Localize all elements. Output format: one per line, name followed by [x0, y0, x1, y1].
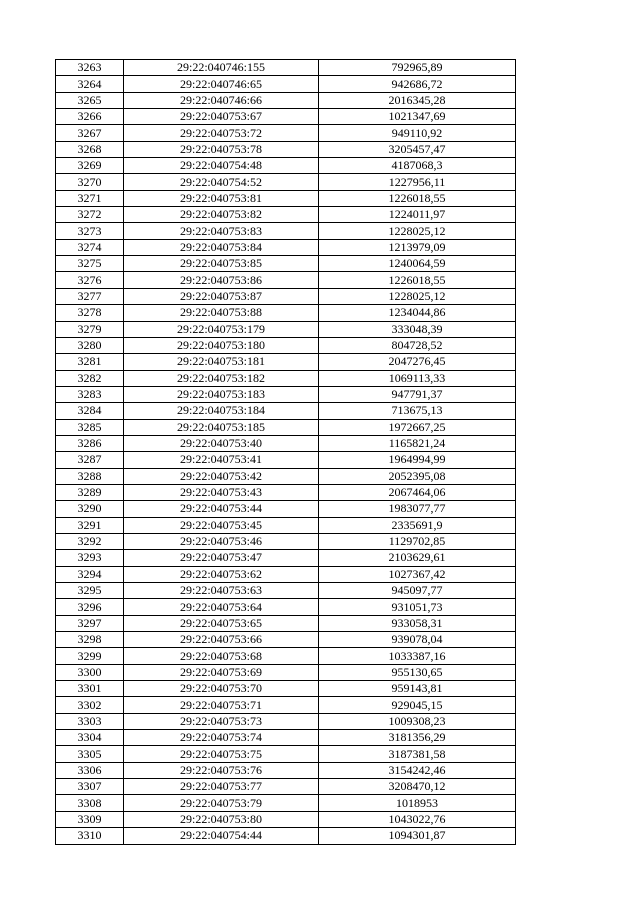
cadastral-number-cell: 29:22:040753:65: [124, 615, 319, 631]
row-number-cell: 3291: [56, 517, 124, 533]
value-cell: 1224011,97: [319, 207, 516, 223]
row-number-cell: 3300: [56, 664, 124, 680]
table-row: [56, 305, 516, 321]
row-number-cell: 3273: [56, 223, 124, 239]
row-number-cell: 3280: [56, 337, 124, 353]
value-cell: 2047276,45: [319, 354, 516, 370]
table-row: [56, 435, 516, 451]
row-number-cell: 3270: [56, 174, 124, 190]
table-row: [56, 288, 516, 304]
cadastral-number-cell: 29:22:040753:63: [124, 583, 319, 599]
row-number-cell: 3284: [56, 403, 124, 419]
table-row: [56, 174, 516, 190]
table-row: [56, 566, 516, 582]
cadastral-number-cell: 29:22:040753:70: [124, 681, 319, 697]
table-row: [56, 256, 516, 272]
cadastral-number-cell: 29:22:040753:67: [124, 109, 319, 125]
value-cell: 1972667,25: [319, 419, 516, 435]
cadastral-number-cell: 29:22:040753:66: [124, 632, 319, 648]
table-row: [56, 207, 516, 223]
row-number-cell: 3299: [56, 648, 124, 664]
table-row: [56, 632, 516, 648]
row-number-cell: 3303: [56, 713, 124, 729]
value-cell: 2335691,9: [319, 517, 516, 533]
row-number-cell: 3292: [56, 533, 124, 549]
row-number-cell: 3310: [56, 828, 124, 844]
cadastral-number-cell: 29:22:040753:77: [124, 779, 319, 795]
cadastral-number-cell: 29:22:040753:85: [124, 256, 319, 272]
value-cell: 1228025,12: [319, 288, 516, 304]
row-number-cell: 3263: [56, 60, 124, 76]
cadastral-number-cell: 29:22:040753:87: [124, 288, 319, 304]
cadastral-number-cell: 29:22:040753:81: [124, 190, 319, 206]
value-cell: 1983077,77: [319, 501, 516, 517]
value-cell: 1226018,55: [319, 190, 516, 206]
value-cell: 1227956,11: [319, 174, 516, 190]
cadastral-number-cell: 29:22:040753:80: [124, 811, 319, 827]
row-number-cell: 3279: [56, 321, 124, 337]
cadastral-value-table: [55, 59, 516, 845]
value-cell: 3154242,46: [319, 762, 516, 778]
value-cell: 2016345,28: [319, 92, 516, 108]
table-row: [56, 419, 516, 435]
cadastral-number-cell: 29:22:040753:71: [124, 697, 319, 713]
row-number-cell: 3281: [56, 354, 124, 370]
table-row: [56, 403, 516, 419]
row-number-cell: 3306: [56, 762, 124, 778]
value-cell: 945097,77: [319, 583, 516, 599]
cadastral-number-cell: 29:22:040754:48: [124, 158, 319, 174]
cadastral-number-cell: 29:22:040753:45: [124, 517, 319, 533]
value-cell: 2103629,61: [319, 550, 516, 566]
row-number-cell: 3289: [56, 484, 124, 500]
table-row: [56, 239, 516, 255]
value-cell: 931051,73: [319, 599, 516, 615]
table-row: [56, 746, 516, 762]
row-number-cell: 3305: [56, 746, 124, 762]
row-number-cell: 3290: [56, 501, 124, 517]
cadastral-number-cell: 29:22:040753:40: [124, 435, 319, 451]
value-cell: 949110,92: [319, 125, 516, 141]
table-row: [56, 76, 516, 92]
value-cell: 713675,13: [319, 403, 516, 419]
value-cell: 1226018,55: [319, 272, 516, 288]
row-number-cell: 3295: [56, 583, 124, 599]
cadastral-number-cell: 29:22:040746:66: [124, 92, 319, 108]
cadastral-number-cell: 29:22:040754:52: [124, 174, 319, 190]
table-row: [56, 354, 516, 370]
table-row: [56, 762, 516, 778]
row-number-cell: 3307: [56, 779, 124, 795]
table-row: [56, 158, 516, 174]
cadastral-number-cell: 29:22:040753:72: [124, 125, 319, 141]
cadastral-number-cell: 29:22:040753:88: [124, 305, 319, 321]
row-number-cell: 3266: [56, 109, 124, 125]
value-cell: 3187381,58: [319, 746, 516, 762]
row-number-cell: 3285: [56, 419, 124, 435]
cadastral-number-cell: 29:22:040753:46: [124, 533, 319, 549]
row-number-cell: 3282: [56, 370, 124, 386]
table-body: [56, 60, 516, 845]
cadastral-number-cell: 29:22:040753:182: [124, 370, 319, 386]
table-row: [56, 141, 516, 157]
row-number-cell: 3304: [56, 730, 124, 746]
value-cell: 955130,65: [319, 664, 516, 680]
cadastral-number-cell: 29:22:040753:78: [124, 141, 319, 157]
value-cell: 3205457,47: [319, 141, 516, 157]
table-row: [56, 386, 516, 402]
cadastral-number-cell: 29:22:040753:62: [124, 566, 319, 582]
value-cell: 1043022,76: [319, 811, 516, 827]
cadastral-number-cell: 29:22:040753:75: [124, 746, 319, 762]
table-row: [56, 713, 516, 729]
table-row: [56, 583, 516, 599]
row-number-cell: 3271: [56, 190, 124, 206]
cadastral-number-cell: 29:22:040746:65: [124, 76, 319, 92]
cadastral-number-cell: 29:22:040753:43: [124, 484, 319, 500]
value-cell: 959143,81: [319, 681, 516, 697]
table-row: [56, 190, 516, 206]
row-number-cell: 3272: [56, 207, 124, 223]
cadastral-number-cell: 29:22:040754:44: [124, 828, 319, 844]
value-cell: 333048,39: [319, 321, 516, 337]
value-cell: 792965,89: [319, 60, 516, 76]
value-cell: 4187068,3: [319, 158, 516, 174]
table-row: [56, 92, 516, 108]
value-cell: 1094301,87: [319, 828, 516, 844]
value-cell: 3181356,29: [319, 730, 516, 746]
table-row: [56, 60, 516, 76]
table-row: [56, 664, 516, 680]
row-number-cell: 3275: [56, 256, 124, 272]
cadastral-number-cell: 29:22:040753:76: [124, 762, 319, 778]
value-cell: 804728,52: [319, 337, 516, 353]
table-row: [56, 828, 516, 844]
row-number-cell: 3274: [56, 239, 124, 255]
table-row: [56, 730, 516, 746]
table-row: [56, 648, 516, 664]
table-row: [56, 337, 516, 353]
value-cell: 1027367,42: [319, 566, 516, 582]
row-number-cell: 3277: [56, 288, 124, 304]
table-row: [56, 223, 516, 239]
table-row: [56, 321, 516, 337]
row-number-cell: 3276: [56, 272, 124, 288]
cadastral-number-cell: 29:22:040753:86: [124, 272, 319, 288]
table-row: [56, 370, 516, 386]
table-row: [56, 452, 516, 468]
cadastral-number-cell: 29:22:040753:64: [124, 599, 319, 615]
value-cell: 1033387,16: [319, 648, 516, 664]
cadastral-number-cell: 29:22:040753:184: [124, 403, 319, 419]
cadastral-number-cell: 29:22:040753:185: [124, 419, 319, 435]
value-cell: 1009308,23: [319, 713, 516, 729]
value-cell: 1964994,99: [319, 452, 516, 468]
row-number-cell: 3288: [56, 468, 124, 484]
cadastral-number-cell: 29:22:040753:82: [124, 207, 319, 223]
table-row: [56, 272, 516, 288]
value-cell: 1021347,69: [319, 109, 516, 125]
row-number-cell: 3308: [56, 795, 124, 811]
cadastral-number-cell: 29:22:040753:181: [124, 354, 319, 370]
value-cell: 929045,15: [319, 697, 516, 713]
table-row: [56, 779, 516, 795]
value-cell: 933058,31: [319, 615, 516, 631]
table-row: [56, 550, 516, 566]
value-cell: 939078,04: [319, 632, 516, 648]
row-number-cell: 3287: [56, 452, 124, 468]
cadastral-number-cell: 29:22:040753:84: [124, 239, 319, 255]
row-number-cell: 3302: [56, 697, 124, 713]
cadastral-number-cell: 29:22:040753:69: [124, 664, 319, 680]
cadastral-number-cell: 29:22:040753:74: [124, 730, 319, 746]
table-row: [56, 533, 516, 549]
value-cell: 942686,72: [319, 76, 516, 92]
value-cell: 1129702,85: [319, 533, 516, 549]
value-cell: 1240064,59: [319, 256, 516, 272]
value-cell: 3208470,12: [319, 779, 516, 795]
row-number-cell: 3293: [56, 550, 124, 566]
row-number-cell: 3296: [56, 599, 124, 615]
table-row: [56, 484, 516, 500]
row-number-cell: 3278: [56, 305, 124, 321]
table-row: [56, 795, 516, 811]
row-number-cell: 3286: [56, 435, 124, 451]
row-number-cell: 3297: [56, 615, 124, 631]
value-cell: 947791,37: [319, 386, 516, 402]
cadastral-number-cell: 29:22:040753:41: [124, 452, 319, 468]
cadastral-number-cell: 29:22:040753:68: [124, 648, 319, 664]
row-number-cell: 3268: [56, 141, 124, 157]
table-row: [56, 517, 516, 533]
cadastral-number-cell: 29:22:040753:179: [124, 321, 319, 337]
row-number-cell: 3301: [56, 681, 124, 697]
table-row: [56, 109, 516, 125]
row-number-cell: 3267: [56, 125, 124, 141]
cadastral-number-cell: 29:22:040746:155: [124, 60, 319, 76]
table-row: [56, 615, 516, 631]
row-number-cell: 3264: [56, 76, 124, 92]
value-cell: 1234044,86: [319, 305, 516, 321]
row-number-cell: 3309: [56, 811, 124, 827]
table-row: [56, 599, 516, 615]
value-cell: 1228025,12: [319, 223, 516, 239]
row-number-cell: 3294: [56, 566, 124, 582]
row-number-cell: 3265: [56, 92, 124, 108]
value-cell: 1018953: [319, 795, 516, 811]
value-cell: 2067464,06: [319, 484, 516, 500]
value-cell: 1165821,24: [319, 435, 516, 451]
table-row: [56, 468, 516, 484]
cadastral-number-cell: 29:22:040753:73: [124, 713, 319, 729]
table-row: [56, 125, 516, 141]
cadastral-number-cell: 29:22:040753:42: [124, 468, 319, 484]
table-row: [56, 811, 516, 827]
cadastral-number-cell: 29:22:040753:47: [124, 550, 319, 566]
cadastral-number-cell: 29:22:040753:183: [124, 386, 319, 402]
value-cell: 2052395,08: [319, 468, 516, 484]
value-cell: 1213979,09: [319, 239, 516, 255]
table-row: [56, 697, 516, 713]
table-row: [56, 681, 516, 697]
row-number-cell: 3298: [56, 632, 124, 648]
row-number-cell: 3269: [56, 158, 124, 174]
cadastral-number-cell: 29:22:040753:79: [124, 795, 319, 811]
cadastral-number-cell: 29:22:040753:44: [124, 501, 319, 517]
table-row: [56, 501, 516, 517]
value-cell: 1069113,33: [319, 370, 516, 386]
cadastral-number-cell: 29:22:040753:180: [124, 337, 319, 353]
row-number-cell: 3283: [56, 386, 124, 402]
cadastral-number-cell: 29:22:040753:83: [124, 223, 319, 239]
